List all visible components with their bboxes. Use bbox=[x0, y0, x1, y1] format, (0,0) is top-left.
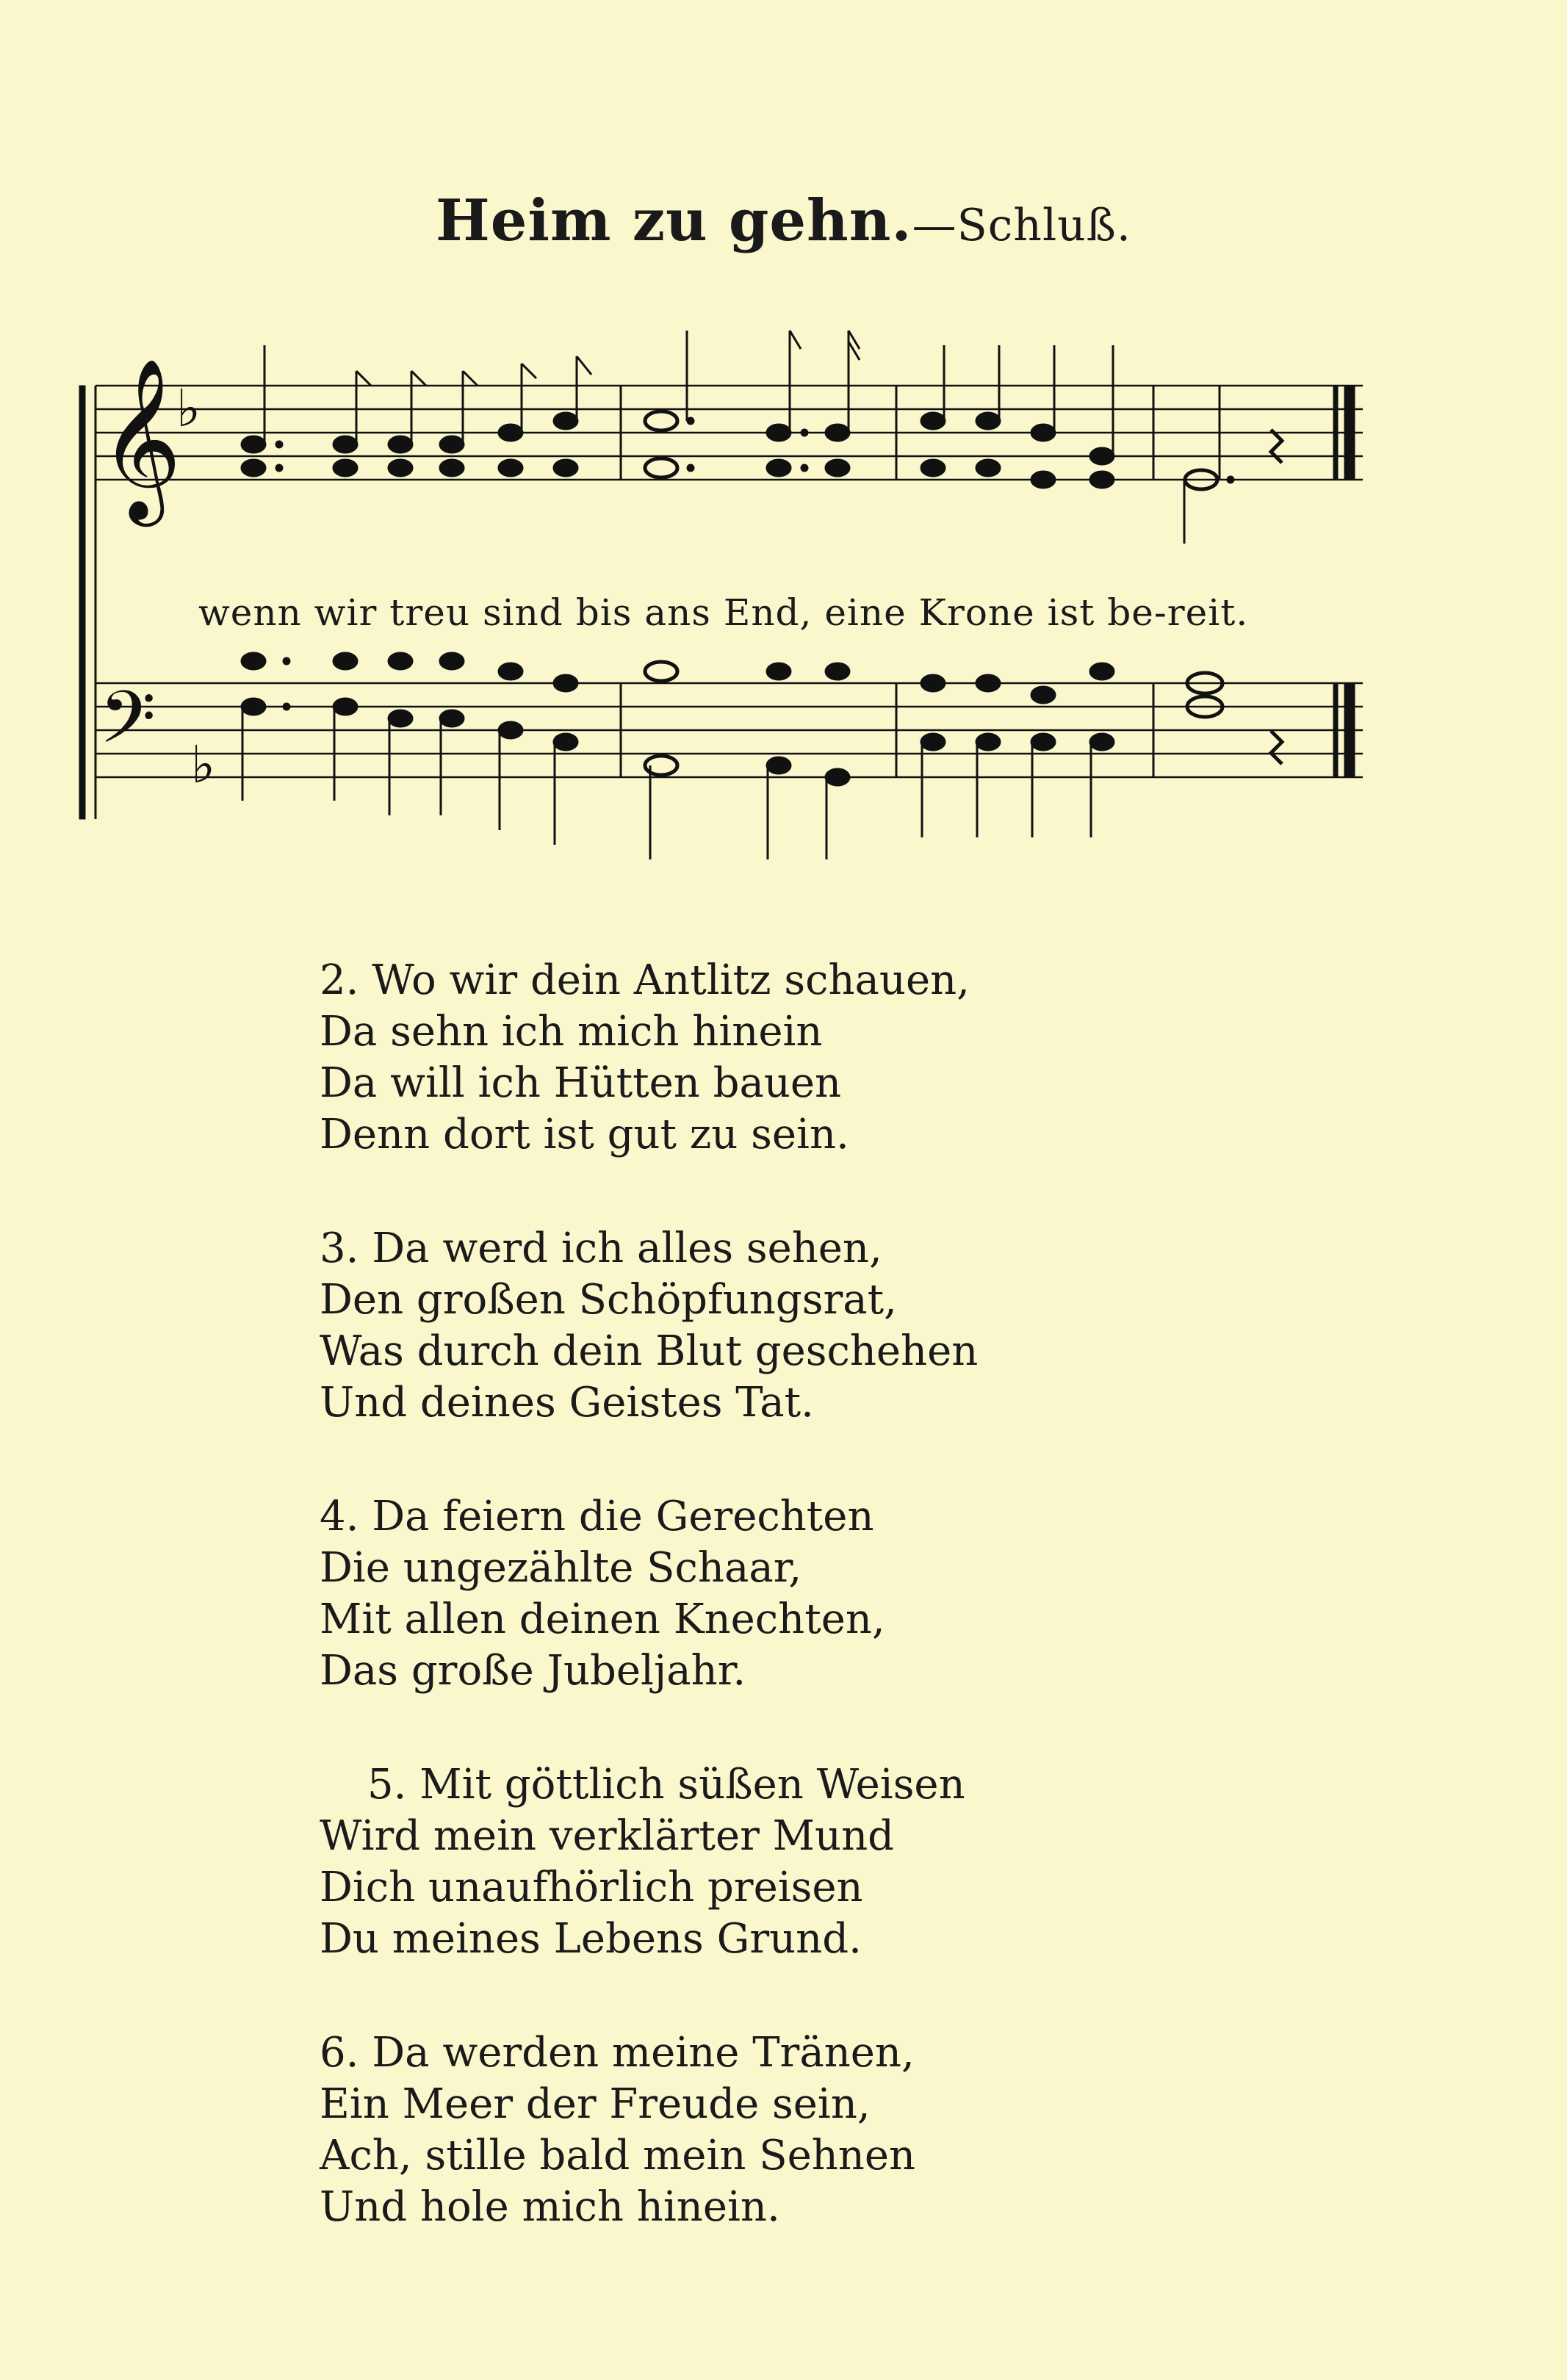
verse-line: Und hole mich hinein. bbox=[320, 2183, 780, 2231]
verse-6 bbox=[320, 2027, 1201, 2233]
bass-final-barline bbox=[1333, 683, 1355, 777]
verse-line: Da sehn ich mich hinein bbox=[320, 1008, 823, 1056]
bass-clef: 𝄢 bbox=[99, 676, 156, 778]
system-bracket bbox=[79, 386, 85, 819]
bass-notes-measure-1 bbox=[241, 652, 578, 751]
bass-rest bbox=[1271, 731, 1282, 764]
verse-line: Denn dort ist gut zu sein. bbox=[320, 1111, 849, 1158]
treble-stems-measure-3 bbox=[944, 345, 1113, 456]
treble-clef: 𝄞 bbox=[99, 357, 182, 519]
treble-notes-measure-3 bbox=[921, 412, 1114, 488]
treble-notes-measure-2 bbox=[645, 411, 850, 477]
bass-flat: ♭ bbox=[191, 735, 216, 795]
verse-line: Die ungezählte Schaar, bbox=[320, 1544, 802, 1592]
verse-5 bbox=[320, 1759, 1249, 1965]
verse-line: Da will ich Hütten bauen bbox=[320, 1059, 842, 1107]
treble-flat: ♭ bbox=[176, 378, 201, 439]
bass-notes-measure-4 bbox=[1187, 673, 1282, 764]
verse-4 bbox=[320, 1491, 1201, 1697]
verse-line: 6. Da werden meine Tränen, bbox=[320, 2029, 915, 2077]
verse-number: 3. bbox=[320, 1225, 359, 1272]
verse-3 bbox=[320, 1223, 1201, 1429]
title-main: Heim zu gehn. bbox=[436, 187, 912, 254]
verse-line: Mit allen deinen Knechten, bbox=[320, 1595, 885, 1643]
verse-number: 4. bbox=[320, 1493, 359, 1540]
verse-line: Und deines Geistes Tat. bbox=[320, 1379, 814, 1427]
treble-notes-measure-1 bbox=[241, 412, 578, 477]
treble-flags-measure-1 bbox=[356, 356, 591, 386]
treble-stems-measure-2 bbox=[687, 331, 849, 433]
bass-notes-measure-2 bbox=[645, 662, 850, 786]
verse-line: Den großen Schöpfungsrat, bbox=[320, 1276, 897, 1324]
verse-line: 2. Wo wir dein Antlitz schauen, bbox=[320, 956, 970, 1004]
verse-line: Ach, stille bald mein Sehnen bbox=[320, 2132, 916, 2179]
treble-rest bbox=[1271, 430, 1282, 463]
verse-number: 5. bbox=[367, 1761, 407, 1809]
treble-staff bbox=[96, 386, 1363, 480]
hymn-title bbox=[0, 187, 1567, 254]
verse-line: 4. Da feiern die Gerechten bbox=[320, 1493, 874, 1540]
verse-number: 6. bbox=[320, 2029, 359, 2077]
verse-2 bbox=[320, 955, 1201, 1161]
title-sub: —Schluß. bbox=[912, 200, 1131, 251]
verse-number: 2. bbox=[320, 956, 359, 1004]
treble-stems-measure-1 bbox=[264, 345, 577, 444]
verse-line: 5. Mit göttlich süßen Weisen bbox=[367, 1761, 965, 1809]
verse-line: Das große Jubeljahr. bbox=[320, 1647, 746, 1695]
treble-final-barline bbox=[1333, 386, 1355, 480]
verse-line: Dich unaufhörlich preisen bbox=[320, 1864, 863, 1911]
verse-line: Du meines Lebens Grund. bbox=[320, 1915, 862, 1963]
bass-staff bbox=[96, 683, 1363, 777]
verse-line: Was durch dein Blut geschehen bbox=[320, 1327, 979, 1375]
verse-line: 3. Da werd ich alles sehen, bbox=[320, 1225, 882, 1272]
verse-line: Ein Meer der Freude sein, bbox=[320, 2080, 871, 2128]
verse-line: Wird mein verklärter Mund bbox=[320, 1812, 895, 1860]
score-lyric: wenn wir treu sind bis ans End, eine Krone ist be-reit. bbox=[198, 591, 1249, 634]
